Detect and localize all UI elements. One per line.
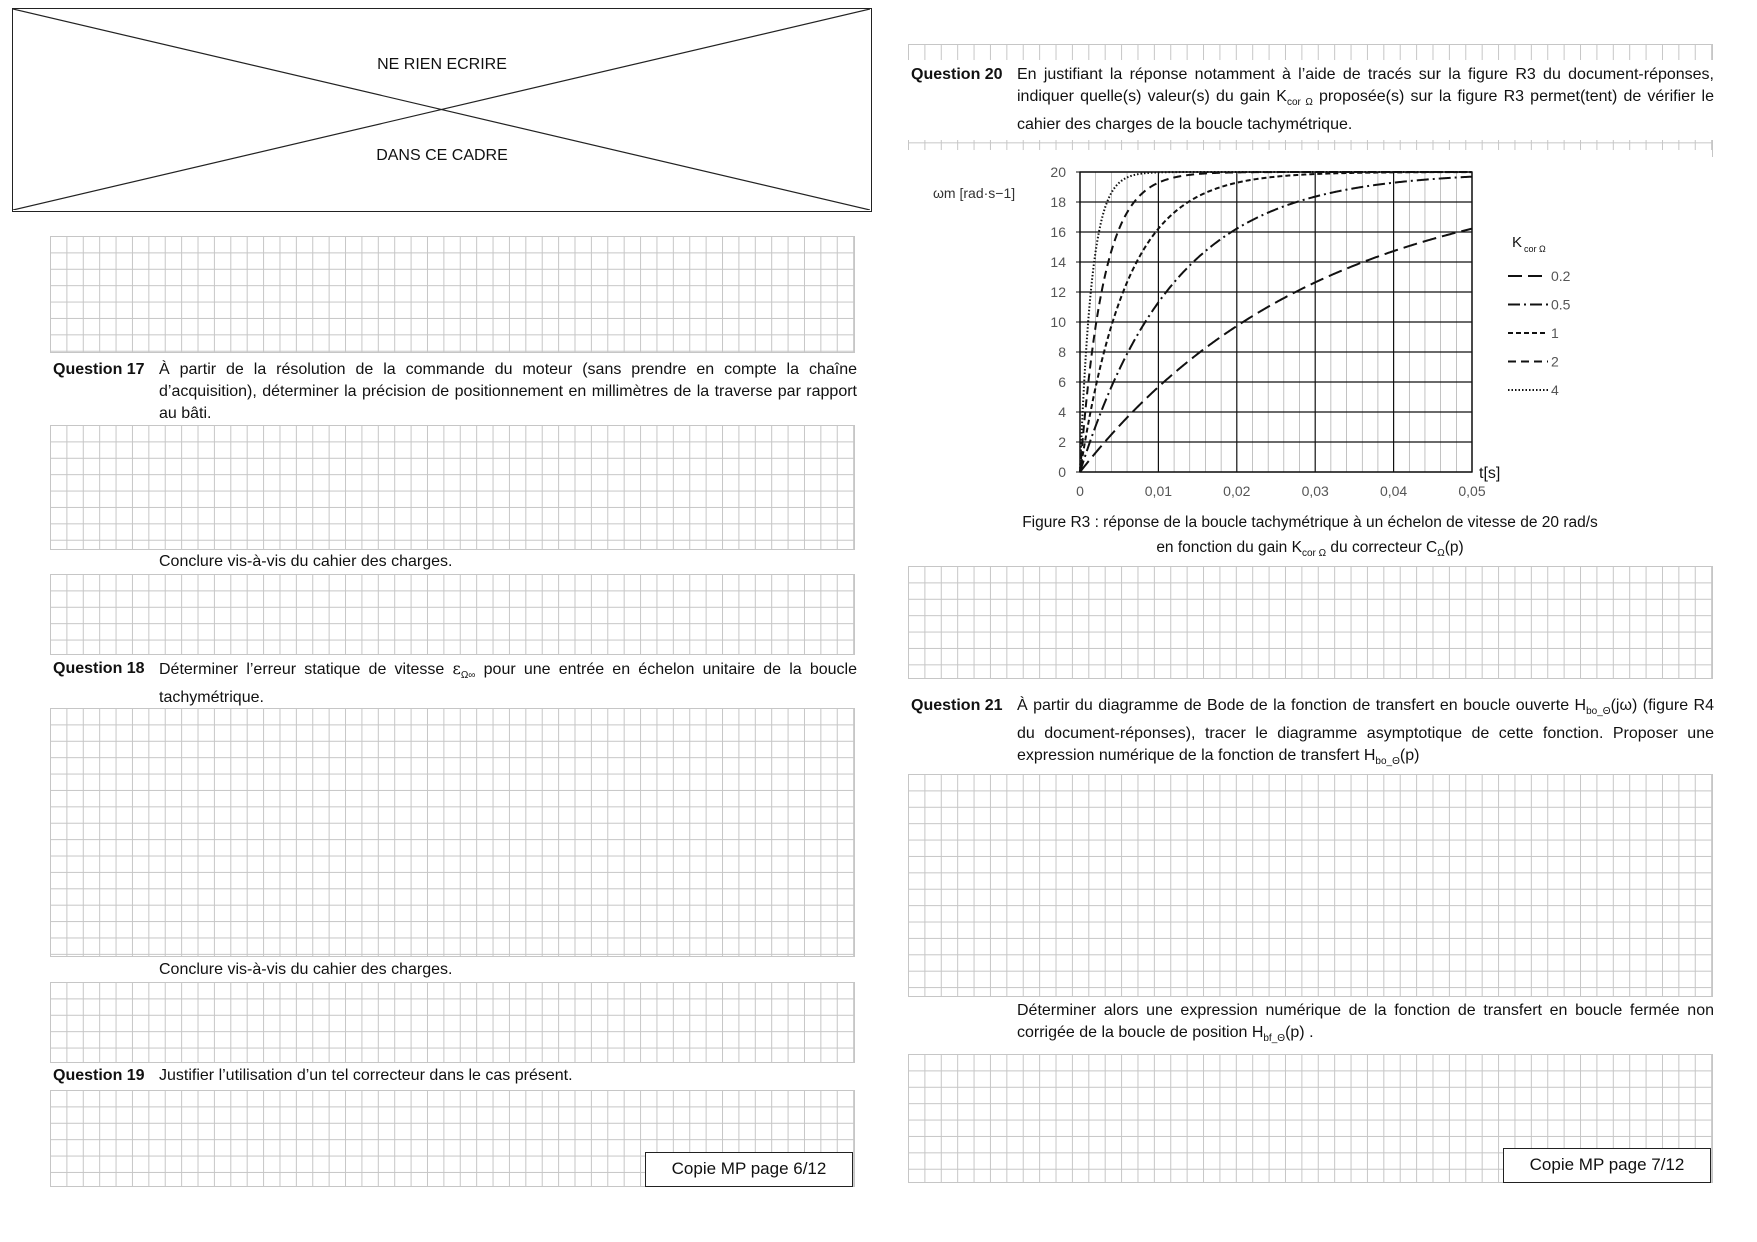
question-17-label: Question 17 [53, 361, 145, 378]
caption-text-2: du correcteur C [1326, 539, 1438, 556]
question-20-text [1017, 64, 1714, 136]
answer-grid-q18[interactable] [50, 708, 855, 957]
legend-title-subscript: cor Ω [1524, 244, 1546, 254]
h-subscript: bo_Θ [1586, 706, 1611, 717]
question-21-text-after: (p) [1399, 747, 1420, 764]
answer-grid-q21[interactable] [908, 774, 1713, 997]
y-tick-label: 8 [1058, 344, 1066, 360]
y-tick-label: 4 [1058, 404, 1066, 420]
epsilon-subscript: Ω∞ [460, 670, 476, 681]
legend-title: K [1512, 234, 1523, 251]
question-21-text-before: À partir du diagramme de Bode de la fonction de transfert en boucle ouverte H [1017, 697, 1587, 714]
question-21-follow-before: Déterminer alors une expression numérique de la fonction de transfert en boucle fermée non corrigée de la boucle de position H [1017, 1002, 1714, 1041]
legend-label-4: 4 [1551, 382, 1559, 398]
figure-caption-line2 [908, 535, 1712, 566]
legend-label-0.5: 0.5 [1551, 296, 1571, 313]
question-21-label: Question 21 [911, 697, 1003, 714]
caption-c-subscript: Ω [1437, 548, 1445, 559]
caption-k-subscript: cor Ω [1301, 548, 1327, 559]
chart-legend [1508, 268, 1571, 398]
question-18-text [159, 658, 857, 709]
epsilon-symbol: ε [452, 659, 461, 678]
answer-grid-q17-conclude[interactable] [50, 574, 855, 655]
x-tick-label: 0 [1076, 483, 1084, 499]
caption-text-1: en fonction du gain K [1156, 539, 1302, 556]
question-21-text-mid: (jω) (figure R4 du document-réponses), tracer le diagramme asymptotique de cette fonction. Proposer une expression numérique de la fonction de transfert H [1017, 697, 1714, 764]
figure-r3-chart [908, 150, 1712, 515]
k-subscript: cor Ω [1286, 97, 1313, 108]
figure-caption-line1: Figure R3 : réponse de la boucle tachymétrique à un échelon de vitesse de 20 rad/s [1022, 514, 1598, 531]
question-17-conclude: Conclure vis-à-vis du cahier des charges. [159, 553, 453, 570]
x-tick-label: 0,03 [1301, 483, 1329, 499]
y-tick-label: 16 [1050, 224, 1066, 240]
cross-lines [13, 9, 870, 210]
question-18-label: Question 18 [53, 660, 145, 677]
no-write-line2: DANS CE CADRE [376, 147, 508, 164]
no-write-box [12, 8, 872, 212]
y-tick-label: 10 [1050, 314, 1066, 330]
series-line-0.2 [1080, 229, 1472, 472]
question-21-follow [1017, 1000, 1714, 1050]
answer-grid-q18-conclude[interactable] [50, 982, 855, 1063]
x-tick-label: 0,05 [1458, 483, 1486, 499]
question-21-text [1017, 695, 1714, 773]
chart-svg [908, 150, 1712, 510]
question-21-follow-after: (p) . [1285, 1024, 1314, 1041]
x-tick-label: 0,01 [1144, 483, 1173, 499]
question-18-conclude: Conclure vis-à-vis du cahier des charges. [159, 961, 453, 978]
y-tick-label: 14 [1050, 254, 1066, 270]
question-20-label: Question 20 [911, 66, 1003, 83]
hbf-subscript: bf_Θ [1263, 1033, 1286, 1044]
legend-label-0.2: 0.2 [1551, 268, 1571, 284]
y-tick-label: 0 [1058, 464, 1066, 480]
no-write-line1: NE RIEN ECRIRE [377, 56, 507, 73]
legend-label-1: 1 [1551, 325, 1559, 341]
y-tick-label: 20 [1050, 164, 1066, 180]
series-line-0.5 [1080, 177, 1472, 472]
legend-label-2: 2 [1551, 353, 1559, 370]
answer-grid-q20[interactable] [908, 566, 1713, 679]
x-tick-label: 0,04 [1379, 483, 1408, 499]
question-19-label: Question 19 [53, 1067, 145, 1084]
question-19-text: Justifier l’utilisation d’un tel correcteur dans le cas présent. [159, 1067, 573, 1084]
question-18-text-before: Déterminer l’erreur statique de vitesse [159, 661, 445, 678]
chart-gridlines [1076, 172, 1472, 472]
y-tick-label: 6 [1058, 374, 1066, 390]
h-subscript-2: bo_Θ [1375, 756, 1400, 767]
caption-text-3: (p) [1444, 539, 1464, 556]
y-tick-label: 18 [1050, 194, 1066, 210]
y-axis-label: ωm [rad·s−1] [933, 185, 1016, 201]
y-tick-label: 2 [1058, 434, 1066, 450]
question-18-text-after: pour une entrée en échelon unitaire de la boucle tachymétrique. [159, 661, 857, 706]
page-footer-right: Copie MP page 7/12 [1503, 1148, 1711, 1183]
answer-grid-q17[interactable] [50, 425, 855, 550]
x-tick-label: 0,02 [1223, 483, 1251, 499]
question-20-text-before: En justifiant la réponse notamment à l’aide de tracés sur la figure R3 du document-réponses, indiquer quelle(s) valeur(s) du gain K [1017, 66, 1714, 105]
question-17-text: À partir de la résolution de la commande du moteur (sans prendre en compte la chaîne d’acquisition), déterminer la précision de positionnement en millimètres de la traverse par rapport au bâti. [159, 361, 857, 422]
page-footer-left: Copie MP page 6/12 [645, 1152, 853, 1187]
answer-grid-q16[interactable] [50, 236, 855, 353]
question-20-text-after: proposée(s) sur la figure R3 permet(tent) de vérifier le cahier des charges de la boucle tachymétrique. [1017, 88, 1714, 133]
y-tick-label: 12 [1050, 284, 1066, 300]
x-axis-label: t[s] [1479, 465, 1501, 482]
